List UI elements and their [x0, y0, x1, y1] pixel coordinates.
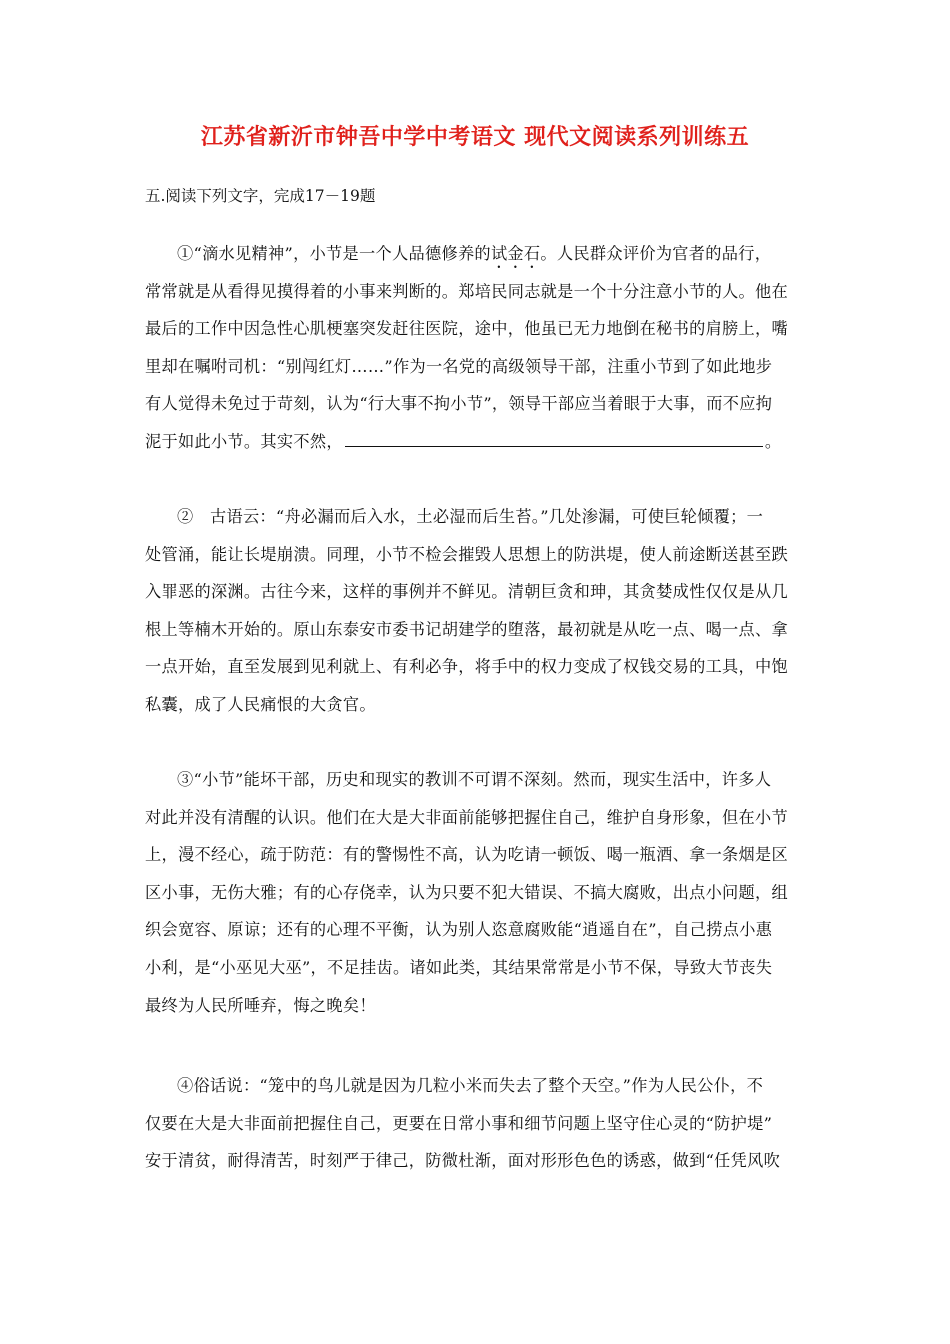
paragraph-line: 有人觉得未免过于苛刻，认为“行大事不拘小节”，领导干部应当着眼于大事，而不应拘	[145, 394, 773, 414]
paragraph-line: 最终为人民所唾弃，悔之晚矣！	[145, 995, 376, 1015]
paragraph-line: ③“小节”能坏干部，历史和现实的教训不可谓不深刻。然而，现实生活中，许多人	[177, 770, 772, 789]
paragraph-line: 处管涌，能让长堤崩溃。同理，小节不检会摧毁人思想上的防洪堤，使人前途断送甚至跌	[145, 544, 789, 564]
reading-instruction: 五.阅读下列文字，完成17－19题	[145, 187, 376, 205]
paragraph-line: 泥于如此小节。其实不然， 。	[145, 423, 809, 461]
paragraph-line: 安于清贫，耐得清苦，时刻严于律己，防微杜渐，面对形形色色的诱惑，做到“任凭风吹	[145, 1151, 781, 1171]
paragraph-line: 对此并没有清醒的认识。他们在大是大非面前能够把握住自己，维护自身形象，但在小节	[145, 807, 789, 827]
paragraph-1	[145, 235, 809, 461]
paragraph-line: 最后的工作中因急性心肌梗塞突发赶往医院，途中，他虽已无力地倒在秘书的肩膀上，嘴	[145, 319, 789, 339]
paragraph-line: ④俗话说：“笼中的鸟儿就是因为几粒小米而失去了整个天空。”作为人民公仆，不	[177, 1076, 764, 1095]
paragraph-line: 入罪恶的深渊。古往今来，这样的事例并不鲜见。清朝巨贪和珅，其贪婪成性仅仅是从几	[145, 582, 789, 602]
paragraph-4	[145, 1067, 809, 1180]
paragraph-line: 小利，是“小巫见大巫”，不足挂齿。诸如此类，其结果常常是小节不保，导致大节丧失	[145, 957, 773, 977]
paragraph-line: 仅要在大是大非面前把握住自己，更要在日常小事和细节问题上坚守住心灵的“防护堤”	[145, 1113, 773, 1133]
paragraph-line: 根上等楠木开始的。原山东泰安市委书记胡建学的堕落，最初就是从吃一点、喝一点、拿	[145, 619, 789, 639]
paragraph-line: 上，漫不经心，疏于防范：有的警惕性不高，认为吃请一顿饭、喝一瓶酒、拿一条烟是区	[145, 845, 789, 865]
answer-blank[interactable]	[345, 428, 763, 447]
paragraph-line: 私囊，成了人民痛恨的大贪官。	[145, 694, 376, 714]
document-title: 江苏省新沂市钟吾中学中考语文 现代文阅读系列训练五	[200, 125, 750, 150]
paragraph-line: 里却在嘱咐司机：“别闯红灯……”作为一名党的高级领导干部，注重小节到了如此地步	[145, 356, 773, 376]
paragraph-3	[145, 761, 809, 1024]
paragraph-line: ①“滴水见精神”，小节是一个人品德修养的试金石。人民群众评价为官者的品行，	[177, 244, 772, 263]
paragraph-line: ② 古语云：“舟必漏而后入水，土必湿而后生苔。”几处渗漏，可使巨轮倾覆；一	[177, 507, 764, 526]
paragraph-line: 区小事，无伤大雅；有的心存侥幸，认为只要不犯大错误、不搞大腐败，出点小问题，组	[145, 882, 789, 902]
paragraph-line: 常常就是从看得见摸得着的小事来判断的。郑培民同志就是一个十分注意小节的人。他在	[145, 281, 789, 301]
paragraph-line: 织会宽容、原谅；还有的心理不平衡，认为别人恣意腐败能“逍遥自在”，自己捞点小惠	[145, 920, 773, 940]
paragraph-2	[145, 498, 809, 724]
paragraph-line: 一点开始，直至发展到见利就上、有利必争，将手中的权力变成了权钱交易的工具，中饱	[145, 657, 789, 677]
emphasized-term: 试金石	[490, 244, 541, 263]
